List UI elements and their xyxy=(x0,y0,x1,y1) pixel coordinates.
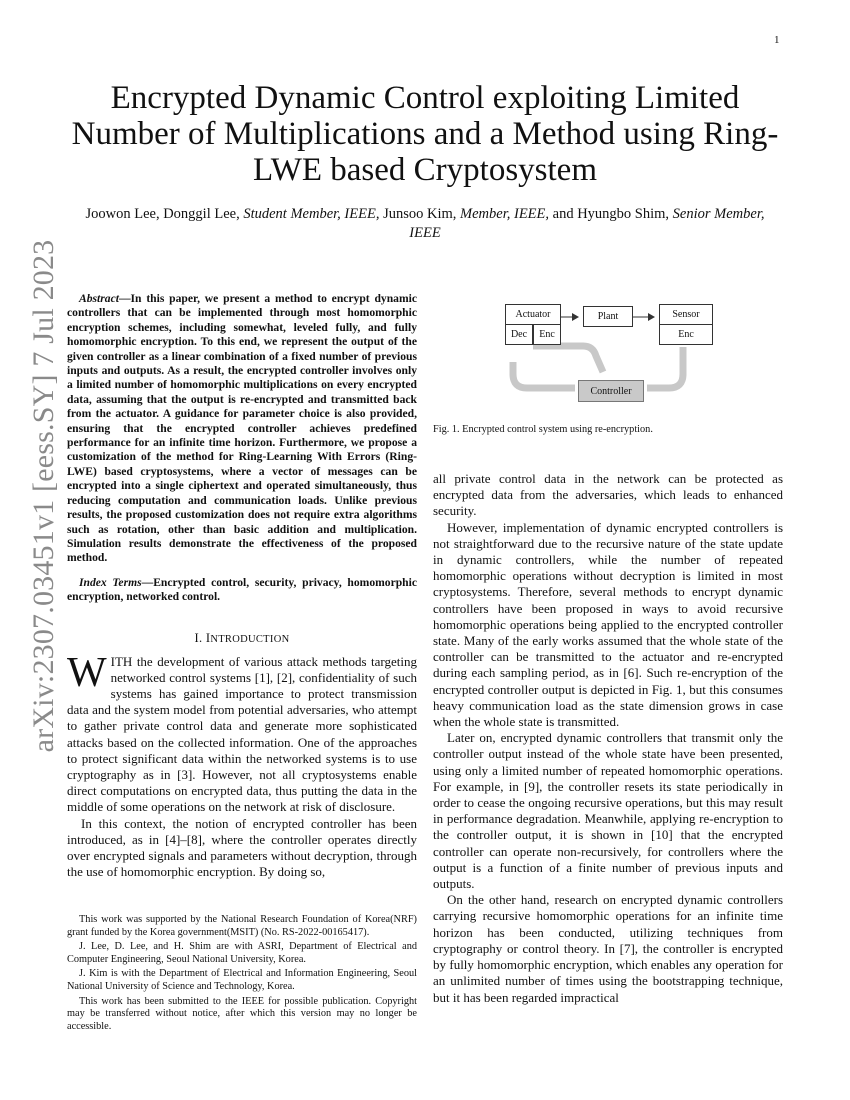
figure-diagram xyxy=(433,296,783,414)
abstract xyxy=(67,292,417,566)
drop-cap: W xyxy=(67,649,107,696)
index-terms-lead: Index Terms xyxy=(79,575,142,589)
paragraph-text: ITH the development of various attack methods targeting networked control systems [1], [2], confidentiality of such systems has gained importance to protect transmission data and the system model from potential adversaries, who attempt to gather private control data and generate more sophisticated attacks based on the collected information. One of the approaches to protect significant data within the networked systems is to use cryptography as in [3]. However, not all cryptosystems enable direct computations on encrypted data, thus putting the data in the middle of some operations on the network at risk of disclosure. xyxy=(67,653,417,815)
arrow-sensor-to-controller xyxy=(647,347,683,388)
body-paragraph xyxy=(67,649,417,816)
dec-node: Dec xyxy=(505,324,533,345)
index-terms xyxy=(67,576,417,605)
body-paragraph: Later on, encrypted dynamic controllers that transmit only the controller output instead of the whole state have been presented, using only a limited number of repeated homomorphic operations. For example, in [9], the controller resets its state periodically in order to cease the ongoing recursive operations, but this may result in performance degradation. Meanwhile, applying re-encryption to the controller output, it is shown in [10] that the encrypted controller can operate non-recursively, for controllers where the output is a function of a finite number of previous inputs and outputs. xyxy=(433,730,783,892)
footnote: J. Lee, D. Lee, and H. Shim are with ASRI, Department of Electrical and Computer Engineering, Seoul National University, Korea. xyxy=(67,941,417,965)
section-title-rest: NTRODUCTION xyxy=(210,633,290,645)
left-column xyxy=(67,292,417,880)
abstract-lead: Abstract xyxy=(79,292,119,305)
author-names: Junsoo Kim, xyxy=(379,206,461,222)
author-affiliation: Member, IEEE, xyxy=(460,206,550,222)
body-paragraph: In this context, the notion of encrypted controller has been introduced, as in [4]–[8], where the controller operates directly over encrypted signals and parameters without decryption, through the use of homomorphic encryption. By doing so, xyxy=(67,815,417,880)
right-column xyxy=(433,296,783,1006)
author-affiliation: Student Member, IEEE, xyxy=(243,206,380,222)
section-title-initial: I xyxy=(205,630,211,645)
arrow-controller-to-actuator xyxy=(513,362,575,388)
actuator-node: Actuator xyxy=(505,304,561,324)
body-paragraph: However, implementation of dynamic encrypted controllers is not straightforward due to the recursive nature of the state update in dynamic controllers, while the number of repeated homomorphic operations without decryption is limited in most cryptosystems. Therefore, several methods to encrypt dynamic controllers have been proposed in ways to avoid recursive homomorphic operations being applied to the encrypted controller state. Many of the early works assumed that the whole state of the controller can be transmitted to the actuator and re-encrypted during each sampling period, as in [6]. Such re-encryption of the encrypted controller output is depicted in Fig. 1, but this consumes heavy communication load as the state dimension grows in case when the whole state is transmitted. xyxy=(433,519,783,730)
footnotes xyxy=(67,914,417,1035)
enc-node: Enc xyxy=(533,324,561,345)
body-paragraph: all private control data in the network can be protected as encrypted data from the adversaries, which leads to enhanced security. xyxy=(433,471,783,519)
controller-node: Controller xyxy=(578,380,644,402)
author-affiliation: Senior Member, IEEE xyxy=(409,206,765,241)
footnote: This work was supported by the National Research Foundation of Korea(NRF) grant funded by the Korea government(MSIT) (No. RS-2022-00165417). xyxy=(67,914,417,938)
page-number: 1 xyxy=(774,34,780,46)
author-names: Joowon Lee, Donggil Lee, xyxy=(85,206,244,222)
plant-node: Plant xyxy=(583,306,633,327)
enc-node: Enc xyxy=(659,324,713,345)
section-numeral: I. xyxy=(194,630,206,645)
arxiv-stamp: arXiv:2307.03451v1 [eess.SY] 7 Jul 2023 xyxy=(27,239,60,753)
paper-title: Encrypted Dynamic Control exploiting Limited Number of Multiplications and a Method using Ring-LWE based Cryptosystem xyxy=(71,80,779,188)
footnote: J. Kim is with the Department of Electrical and Information Engineering, Seoul National University of Science and Technology, Korea. xyxy=(67,968,417,992)
abstract-text: —In this paper, we present a method to encrypt dynamic controllers that can be implemented through most homomorphic encryption schemes, including somewhat, leveled fully, and fully homomorphic encryption. To this end, we represent the output of the given controller as a linear combination of a fixed number of previous inputs and outputs. As a result, the encrypted controller involves only a limited number of homomorphic multiplications on every encrypted data, assuming that the output is re-encrypted and transmitted back from the actuator. A guidance for parameter choice is also provided, ensuring that the encrypted controller achieves predefined performance for an infinite time horizon. Furthermore, we propose a customization of the method for Ring-Learning With Errors (Ring-LWE) based cryptosystems, where a vector of messages can be encrypted into a single ciphertext and operated simultaneously, thus reducing computation and communication loads. Unlike previous results, the proposed customization does not require extra algorithms such as rotation, other than basic addition and multiplication. Simulation results demonstrate the effectiveness of the proposed method. xyxy=(67,292,417,565)
sensor-node: Sensor xyxy=(659,304,713,324)
body-paragraph: On the other hand, research on encrypted dynamic controllers carrying recursive homomorphic operations for an infinite time horizon has been conducted, utilizing techniques from cryptography or control theory. In [7], the controller is encrypted by fully homomorphic encryption, which enables any operation for an unlimited number of times using the bootstrapping technique, but it has been regarded impractical xyxy=(433,892,783,1005)
section-heading xyxy=(67,631,417,646)
arrow-actuator-to-controller xyxy=(533,346,603,372)
author-names: and Hyungbo Shim, xyxy=(549,206,673,222)
author-list xyxy=(70,205,780,243)
footnote: This work has been submitted to the IEEE for possible publication. Copyright may be transferred without notice, after which this version may no longer be accessible. xyxy=(67,995,417,1032)
index-terms-text: —Encrypted control, security, privacy, homomorphic encryption, networked control. xyxy=(67,575,417,604)
figure-caption: Fig. 1. Encrypted control system using re-encryption. xyxy=(433,424,653,435)
